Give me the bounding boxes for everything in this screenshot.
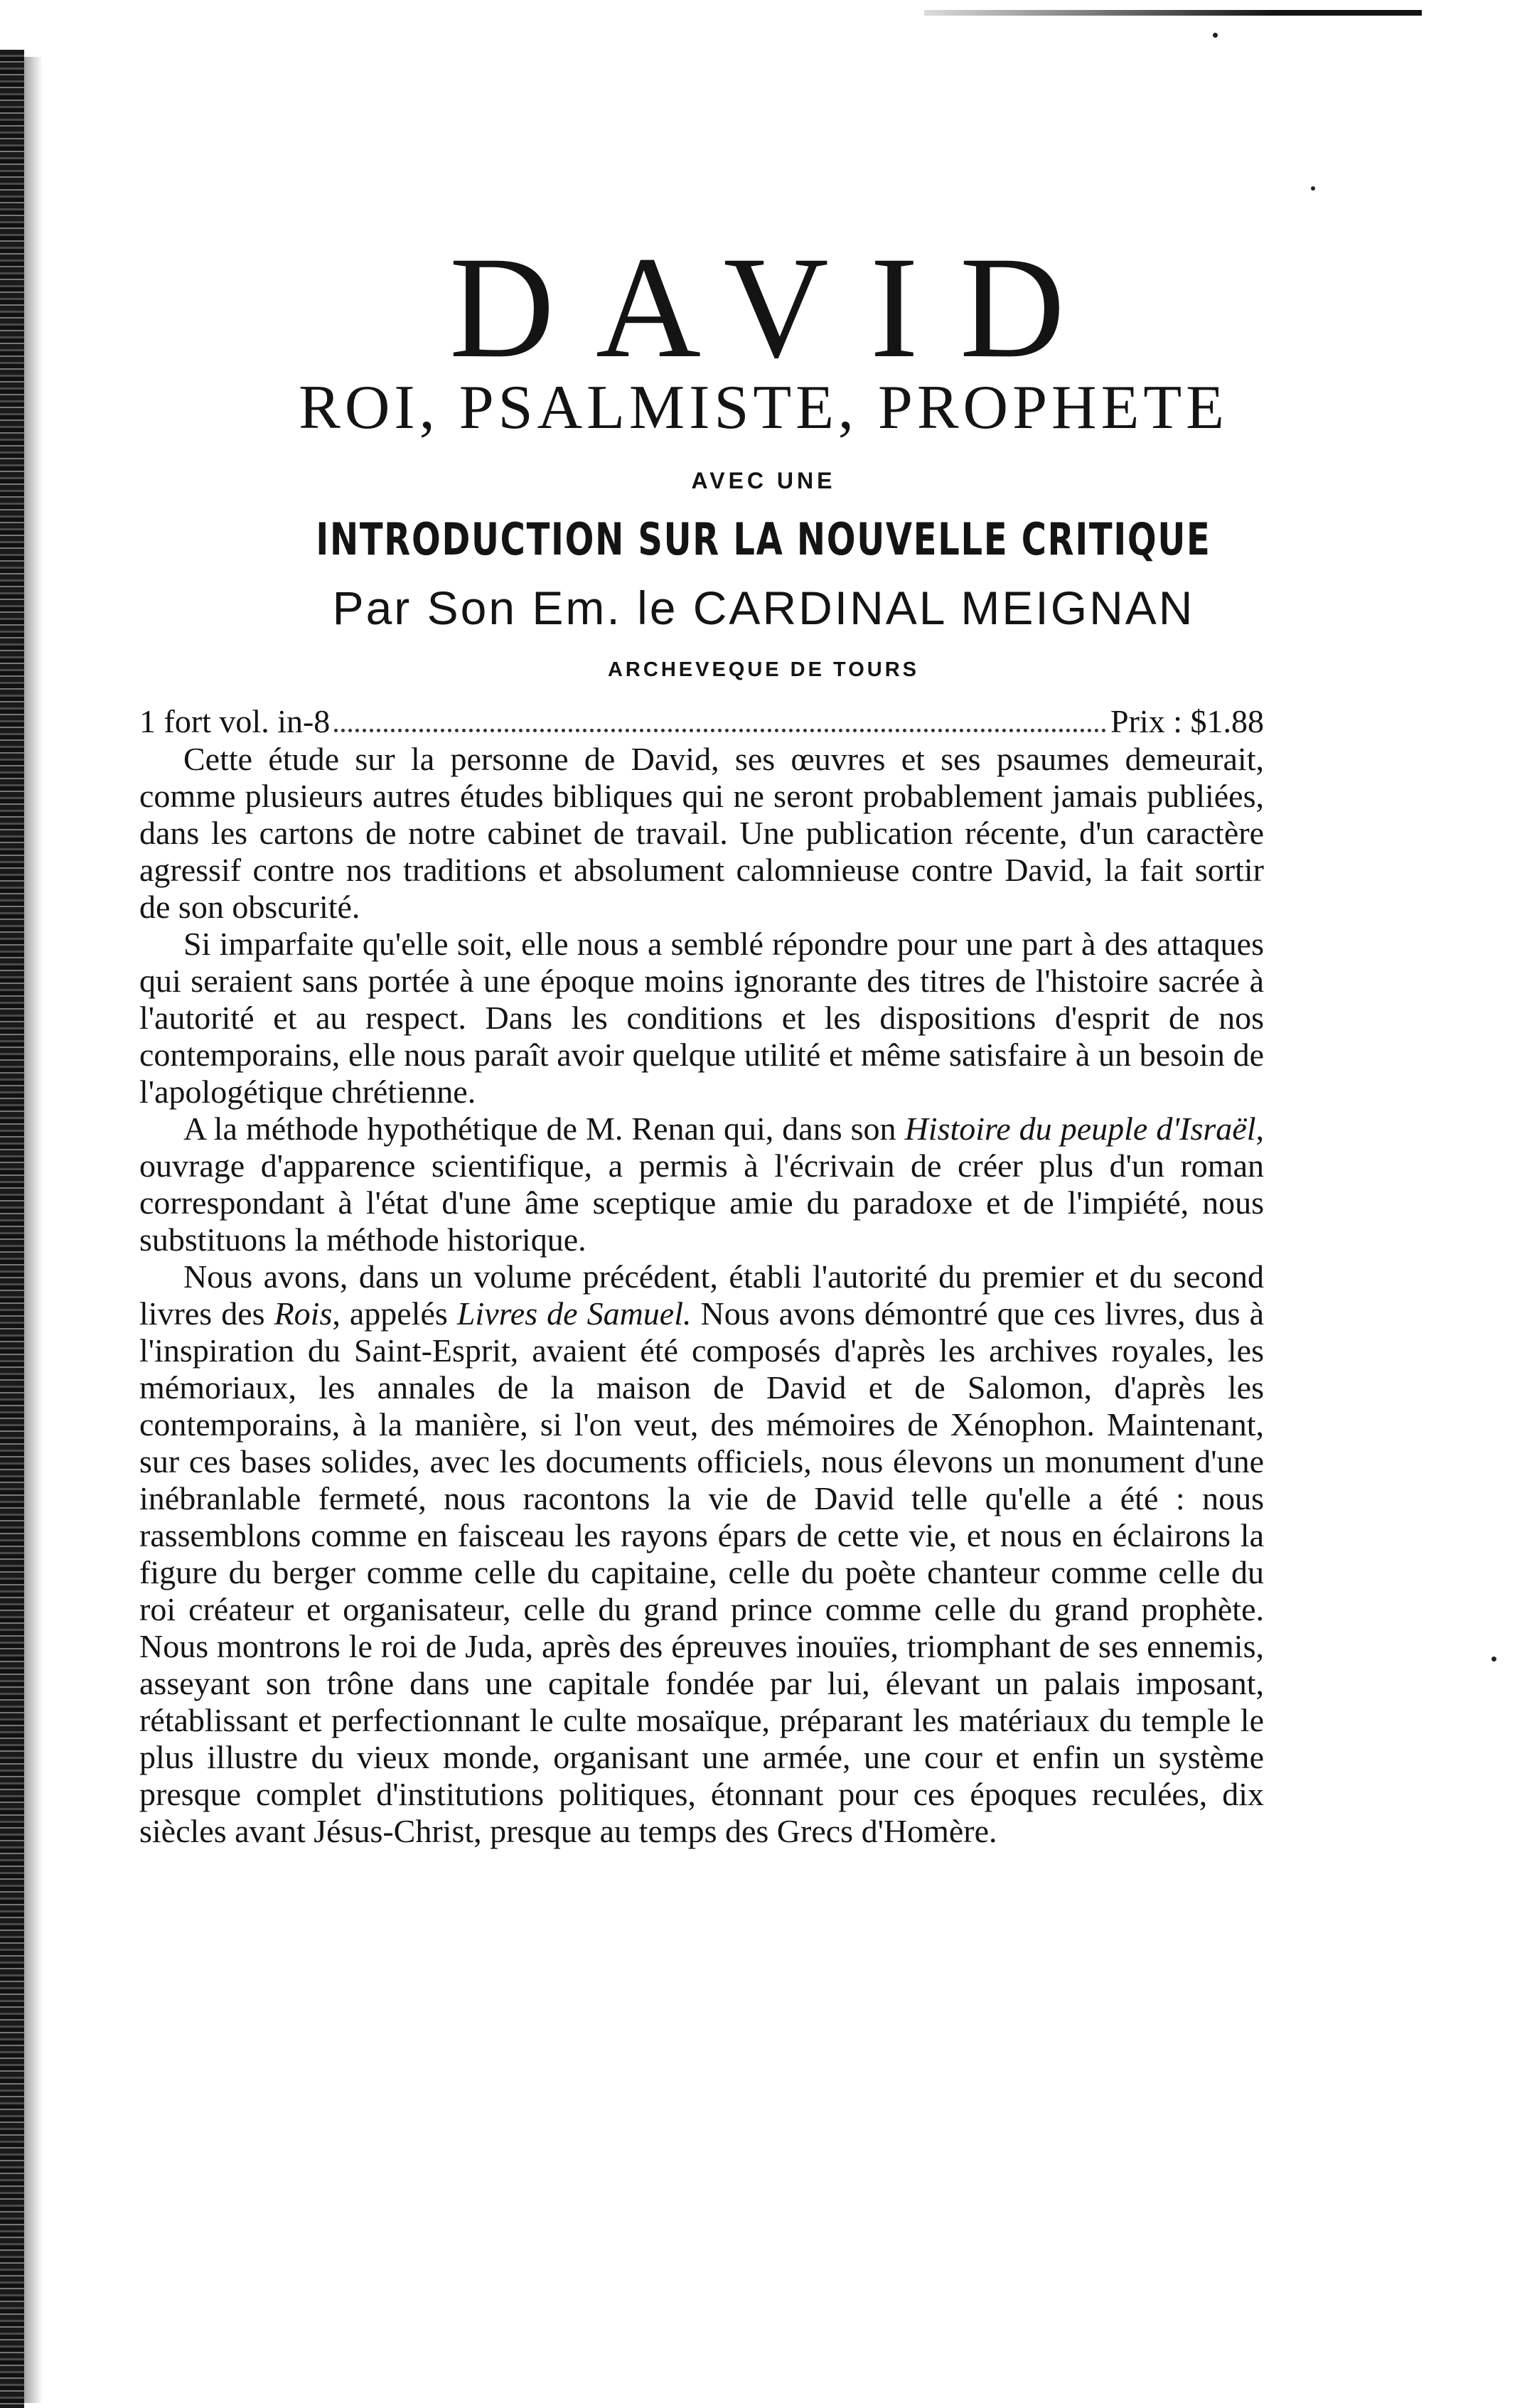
paragraph-1: Cette étude sur la personne de David, ses œuvres et ses psaumes demeurait, comme plusieurs autres études bibliques qui ne seront probablement jamais publiées, dans les cartons de notre cabinet de travail. Une publication récente, d'un caractère agressif contre nos traditions et absolument calomnieuse contre David, la fait sortir de son obscurité.	[139, 741, 1264, 925]
volume-format: 1 fort vol. in-8	[139, 703, 331, 739]
introduction-heading: INTRODUCTION SUR LA NOUVELLE CRITIQUE	[316, 513, 1211, 565]
author-line: Par Son Em. le CARDINAL MEIGNAN	[332, 582, 1195, 634]
paragraph-3	[139, 1111, 1264, 1258]
paragraph-3-text-b: ouvrage d'apparence scientifique, a permis à l'écrivain de créer plus d'un roman correspondant à l'état d'une âme sceptique amie du paradoxe et de l'impiété, nous substituons la méthode historique.	[139, 1147, 1264, 1258]
paragraph-4-text-a: Nous avons, dans un volume précédent, établi l'autorité du premier et du second livres des	[139, 1258, 1264, 1332]
paragraph-3-text-a: A la méthode hypothétique de M. Renan qui, dans son	[183, 1111, 905, 1147]
paragraph-4-text-c: Nous avons démontré que ces livres, dus à l'inspiration du Saint-Esprit, avaient été composés d'après les archives royales, les mémoriaux, les annales de la maison de David et de Salomon, d'après les contemporains, à la manière, si l'on veut, des mémoires de Xénophon. Maintenant, sur ces bases solides, avec les documents officiels, nous élevons un monument d'une inébranlable fermeté, nous racontons la vie de David telle qu'elle a été : nous rassemblons comme en faisceau les rayons épars de cette vie, et nous en éclairons la figure du berger comme celle du capitaine, celle du poète chanteur comme celle du roi créateur et organisateur, celle du grand prince comme celle du grand prophète. Nous montrons le roi de Juda, après des épreuves inouïes, triomphant de ses ennemis, asseyant son trône dans une capitale fondée par lui, élevant un palais imposant, rétablissant et perfectionnant le culte mosaïque, préparant les matériaux du temple le plus illustre du vieux monde, organisant une armée, une cour et enfin un système presque complet d'institutions politiques, étonnant pour ces époques reculées, dix siècles avant Jésus-Christ, presque au temps des Grecs d'Homère.	[139, 1295, 1264, 1849]
rois-italic: Rois	[274, 1295, 333, 1332]
author-title: ARCHEVEQUE DE TOURS	[607, 658, 920, 681]
book-subtitle: ROI, PSALMISTE, PROPHETE	[299, 373, 1228, 442]
dot-leader	[334, 700, 1106, 732]
histoire-title-italic: Histoire du peuple d'Israël,	[904, 1111, 1264, 1147]
price-line	[139, 700, 1264, 740]
price: Prix : $1.88	[1110, 703, 1264, 739]
book-title: DAVID	[449, 227, 1107, 388]
avec-une-label: AVEC UNE	[691, 468, 836, 493]
paragraph-2: Si imparfaite qu'elle soit, elle nous a semblé répondre pour une part à des attaques qui seraient sans portée à une époque moins ignorante des titres de l'histoire sacrée à l'autorité et au respect. Dans les conditions et les dispositions d'esprit de nos contemporains, elle nous paraît avoir quelque utilité et même satisfaire à un besoin de l'apologétique chrétienne.	[139, 926, 1264, 1110]
livres-de-samuel-italic: Livres de Samuel.	[456, 1295, 692, 1332]
paragraph-4-text-b: , appelés	[332, 1295, 457, 1332]
body-text	[139, 741, 1264, 1850]
paragraph-4	[139, 1258, 1264, 1850]
